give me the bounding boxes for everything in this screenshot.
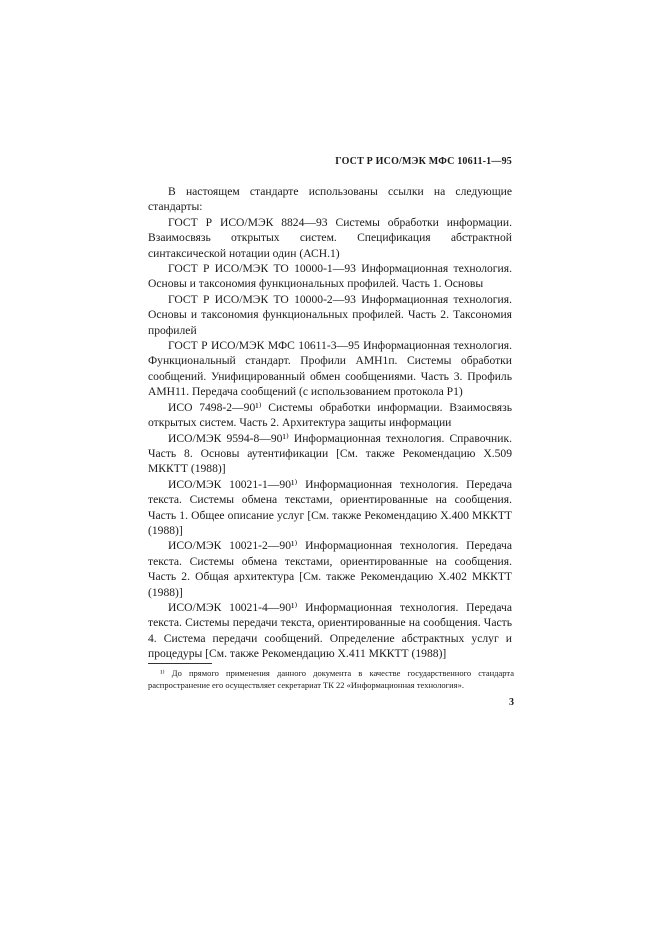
footnote-divider	[148, 663, 212, 664]
reference-iso-7498-2: ИСО 7498-2—90¹⁾ Системы обработки информации. Взаимосвязь открытых систем. Часть 2. Архитектура защиты информации	[148, 400, 512, 430]
footnote: ¹⁾ До прямого применения данного документа в качестве государственного стандарта распространение его осуществляет секретариат ТК 22 «Информационная технология».	[148, 668, 514, 690]
reference-iso-10021-4: ИСО/МЭК 10021-4—90¹⁾ Информационная технология. Передача текста. Системы передачи текста, ориентированные на сообщения. Часть 4. Система передачи сообщений. Определение абстрактных услуг и процедуры [См. также Рекомендацию Х.411 МККТТ (1988)]	[148, 600, 512, 661]
reference-iso-9594-8: ИСО/МЭК 9594-8—90¹⁾ Информационная технология. Справочник. Часть 8. Основы аутентификации [См. также Рекомендацию Х.509 МККТТ (1988)]	[148, 431, 512, 476]
reference-gost-10611-3: ГОСТ Р ИСО/МЭК МФС 10611-3—95 Информационная технология. Функциональный стандарт. Профили АМН1п. Системы обработки сообщений. Унифицированный обмен сообщениями. Часть 3. Профиль АМН11. Передача сообщений (с использованием протокола Р1)	[148, 339, 512, 399]
running-header: ГОСТ Р ИСО/МЭК МФС 10611-1—95	[335, 156, 512, 167]
intro-paragraph: В настоящем стандарте использованы ссылки на следующие стандарты:	[148, 185, 512, 214]
reference-gost-8824: ГОСТ Р ИСО/МЭК 8824—93 Системы обработки информации. Взаимосвязь открытых систем. Спецификация абстрактной синтаксической нотации один (АСН.1)	[148, 215, 512, 260]
reference-iso-10021-2: ИСО/МЭК 10021-2—90¹⁾ Информационная технология. Передача текста. Системы обмена текстами, ориентированные на сообщения. Часть 2. Общая архитектура [См. также Рекомендацию Х.402 МККТТ (1988)]	[148, 539, 512, 599]
reference-gost-10000-2: ГОСТ Р ИСО/МЭК ТО 10000-2—93 Информационная технология. Основы и таксономия функциональных профилей. Часть 2. Таксономия профилей	[148, 292, 512, 337]
reference-gost-10000-1: ГОСТ Р ИСО/МЭК ТО 10000-1—93 Информационная технология. Основы и таксономия функциональных профилей. Часть 1. Основы	[148, 262, 512, 291]
page-number: 3	[509, 697, 514, 708]
body-text	[148, 184, 512, 662]
reference-iso-10021-1: ИСО/МЭК 10021-1—90¹⁾ Информационная технология. Передача текста. Системы обмена текстами, ориентированные на сообщения. Часть 1. Общее описание услуг [См. также Рекомендацию Х.400 МККТТ (1988)]	[148, 477, 512, 537]
